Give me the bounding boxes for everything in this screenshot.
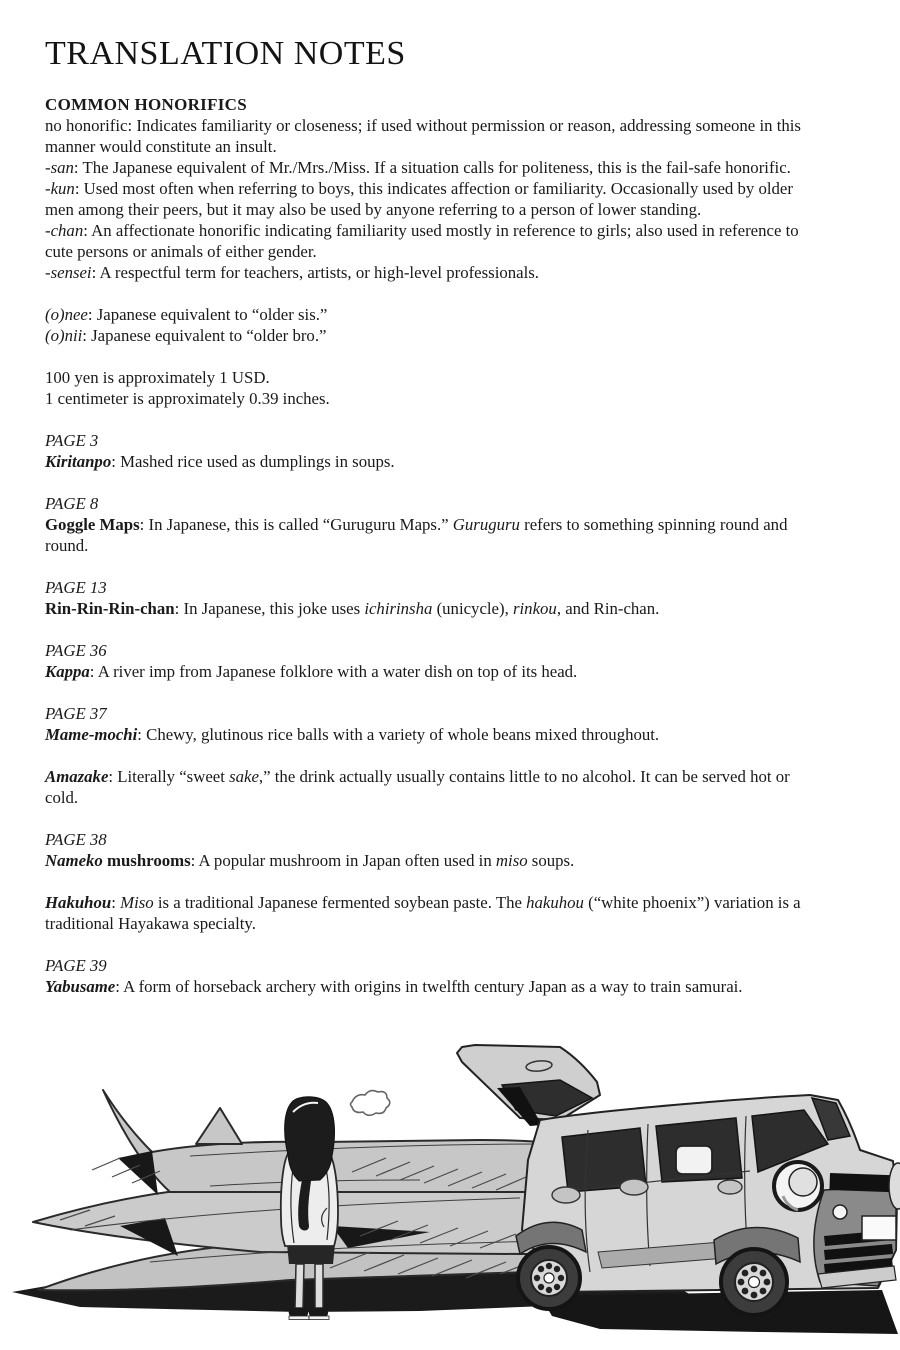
note-mame-mochi: Mame-mochi: Chewy, glutinous rice balls with a variety of whole beans mixed throughout. xyxy=(45,725,660,744)
car-shadow xyxy=(540,1290,898,1334)
grille-strip xyxy=(829,1173,893,1192)
note-no-honorific: no honorific: Indicates familiarity or closeness; if used without permission or reason, addressing someone in this manner would constitute an insult. xyxy=(45,116,801,156)
page-title: TRANSLATION NOTES xyxy=(45,35,406,72)
note-nameko: Nameko mushrooms: A popular mushroom in Japan often used in miso soups. xyxy=(45,851,575,870)
page-13-heading: PAGE 13 xyxy=(45,578,107,597)
license-plate xyxy=(862,1216,896,1240)
bottom-illustration xyxy=(0,1040,900,1350)
front-wheel xyxy=(721,1249,787,1315)
note-chan: -chan: An affectionate honorific indicating familiarity used mostly in reference to girls; also used in reference to cute persons or animals of either gender. xyxy=(45,221,799,261)
text-column xyxy=(45,0,807,997)
fog-light xyxy=(833,1205,847,1219)
side-mirror xyxy=(676,1146,712,1174)
page-3-heading: PAGE 3 xyxy=(45,431,99,450)
page-39-heading: PAGE 39 xyxy=(45,956,107,975)
rear-wheel xyxy=(518,1247,580,1309)
note-sensei: -sensei: A respectful term for teachers, artists, or high-level professionals. xyxy=(45,263,539,282)
note-kiritanpo: Kiritanpo: Mashed rice used as dumplings in soups. xyxy=(45,452,395,471)
note-kun: -kun: Used most often when referring to boys, this indicates affection or familiarity. Occasionally used by older men among their peers, but it may also be used by anyone referring to a person of lower standing. xyxy=(45,179,793,219)
note-yabusame: Yabusame: A form of horseback archery with origins in twelfth century Japan as a way to train samurai. xyxy=(45,977,743,996)
note-onee: (o)nee: Japanese equivalent to “older sis.” xyxy=(45,305,328,324)
note-yen: 100 yen is approximately 1 USD. xyxy=(45,368,270,387)
note-rin-rin-rin-chan: Rin-Rin-Rin-chan: In Japanese, this joke uses ichirinsha (unicycle), rinkou, and Rin-chan. xyxy=(45,599,660,618)
notes-body xyxy=(45,94,807,997)
note-onii: (o)nii: Japanese equivalent to “older bro.” xyxy=(45,326,327,345)
common-honorifics-heading: COMMON HONORIFICS xyxy=(45,95,248,114)
page-37-heading: PAGE 37 xyxy=(45,704,107,723)
sigh-puff xyxy=(351,1091,390,1116)
note-goggle-maps: Goggle Maps: In Japanese, this is called “Guruguru Maps.” Guruguru refers to something spinning round and round. xyxy=(45,515,788,555)
girl-shorts xyxy=(287,1244,335,1264)
girl-hair xyxy=(285,1097,335,1181)
page-38-heading: PAGE 38 xyxy=(45,830,107,849)
note-kappa: Kappa: A river imp from Japanese folklore with a water dish on top of its head. xyxy=(45,662,578,681)
note-hakuhou: Hakuhou: Miso is a traditional Japanese fermented soybean paste. The hakuhou (“white phoenix”) variation is a traditional Hayakawa specialty. xyxy=(45,893,801,933)
page-8-heading: PAGE 8 xyxy=(45,494,99,513)
note-san: -san: The Japanese equivalent of Mr./Mrs./Miss. If a situation calls for politeness, this is the fail-safe honorific. xyxy=(45,158,791,177)
note-centimeter: 1 centimeter is approximately 0.39 inches. xyxy=(45,389,330,408)
page-36-heading: PAGE 36 xyxy=(45,641,107,660)
headlight xyxy=(774,1162,822,1210)
note-amazake: Amazake: Literally “sweet sake,” the drink actually usually contains little to no alcohol. It can be served hot or cold. xyxy=(45,767,790,807)
